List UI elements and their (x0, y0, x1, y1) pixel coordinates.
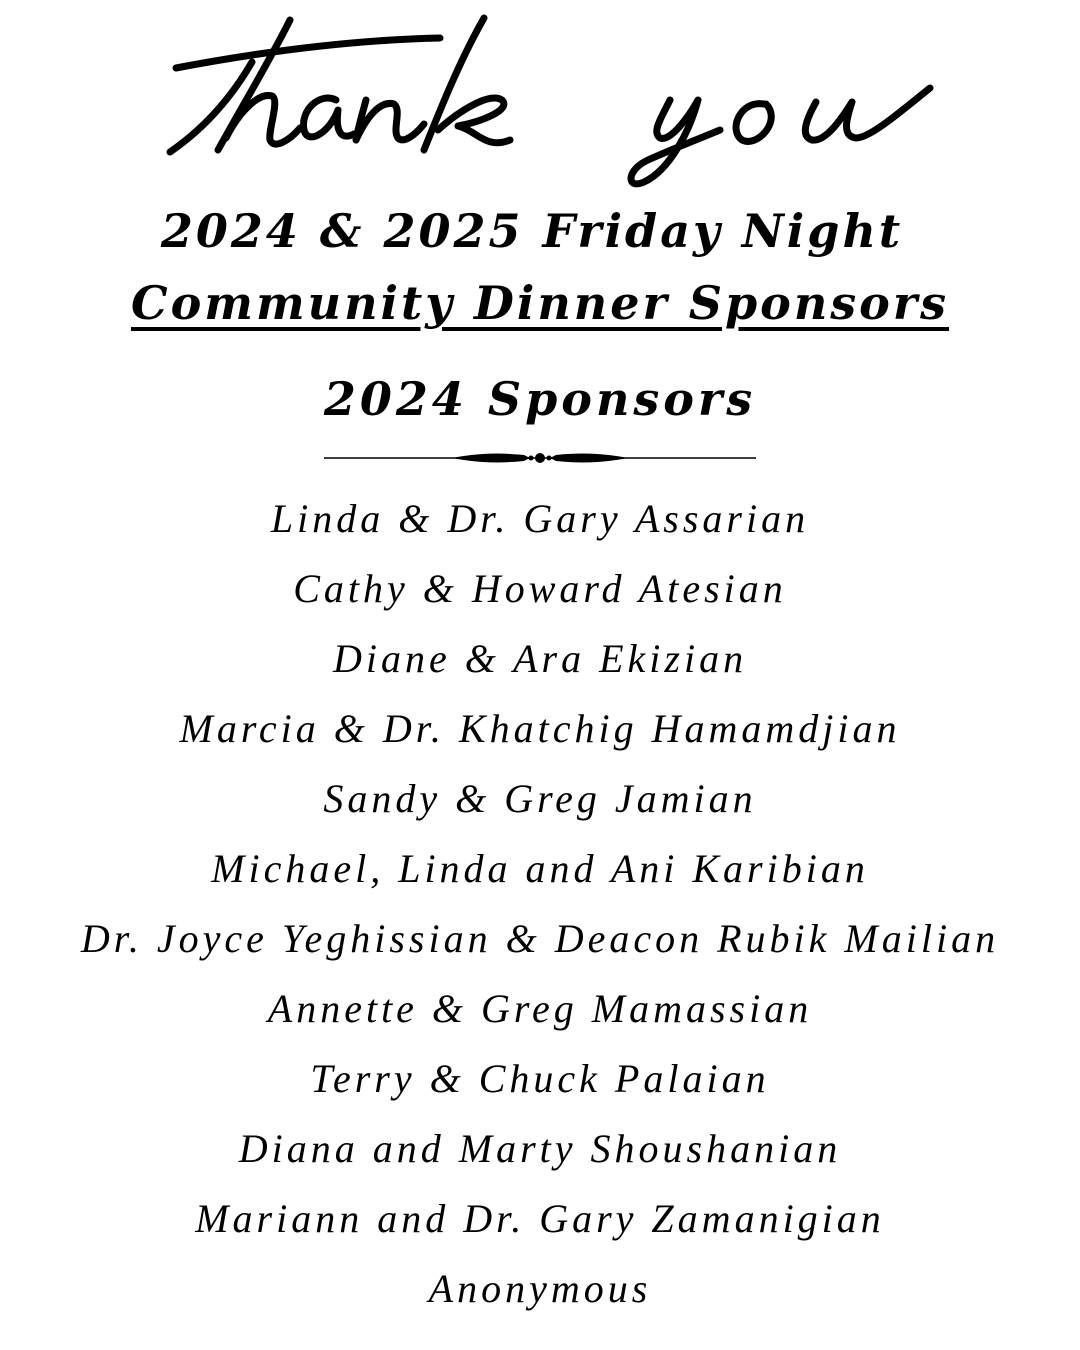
t-crossbar (176, 38, 440, 68)
sponsor-item: Sandy & Greg Jamian (323, 776, 757, 821)
o-stroke (736, 104, 771, 142)
section-title: 2024 Sponsors (323, 372, 757, 426)
sponsor-item: Marcia & Dr. Khatchig Hamamdjian (179, 706, 901, 751)
thank-you-lettering (140, 0, 960, 200)
heading-line-1: 2024 & 2025 Friday Night (160, 204, 904, 258)
thank-you-script-title (140, 0, 960, 200)
u-stroke (805, 88, 930, 140)
sponsor-item: Annette & Greg Mamassian (267, 986, 813, 1031)
sponsor-item: Michael, Linda and Ani Karibian (211, 846, 869, 891)
h-stroke (218, 20, 300, 150)
sponsor-list (0, 490, 1080, 1330)
heading-line-2: Community Dinner Sponsors (131, 276, 949, 330)
sponsor-item: Linda & Dr. Gary Assarian (270, 496, 810, 541)
ornamental-divider-icon (324, 446, 756, 470)
heading-line-2-wrapper (0, 276, 1080, 330)
n-stroke (356, 100, 424, 140)
sponsor-item: Cathy & Howard Atesian (293, 566, 787, 611)
sponsor-item: Terry & Chuck Palaian (310, 1056, 770, 1101)
y-stroke (631, 100, 720, 184)
a-stroke (303, 98, 354, 137)
sponsor-item: Diane & Ara Ekizian (332, 636, 748, 681)
sponsor-item: Diana and Marty Shoushanian (238, 1126, 842, 1171)
sponsor-item: Mariann and Dr. Gary Zamanigian (195, 1196, 885, 1241)
sponsor-item: Dr. Joyce Yeghissian & Deacon Rubik Mailian (80, 916, 1000, 961)
sponsor-item: Anonymous (428, 1266, 652, 1311)
